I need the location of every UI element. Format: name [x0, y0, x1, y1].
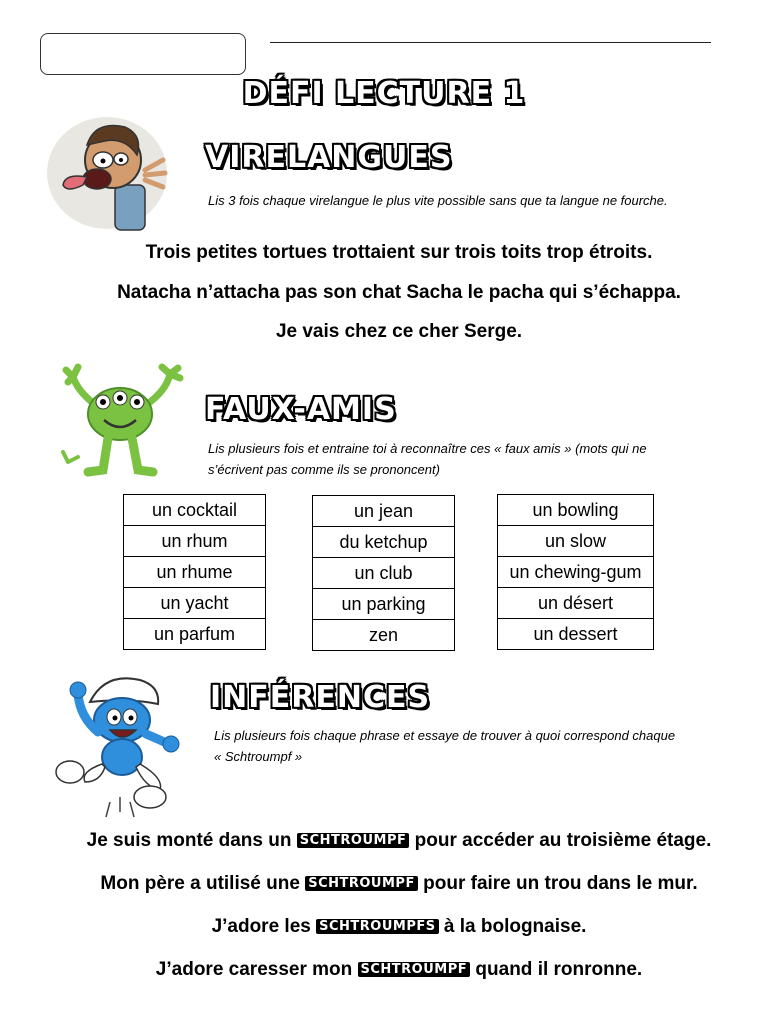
tongue-twister-3: Je vais chez ce cher Serge. [275, 321, 523, 342]
word-cell: un chewing-gum [498, 557, 654, 588]
word-table-3 [497, 494, 654, 650]
sentence-text-after: pour accéder au troisième étage. [409, 830, 712, 851]
word-cell: un cocktail [124, 495, 266, 526]
smurf-word: SCHTROUMPFS [316, 919, 438, 934]
word-table-2 [312, 495, 455, 651]
smurf-word: SCHTROUMPF [305, 876, 418, 891]
sentence-text-after: à la bolognaise. [438, 916, 587, 937]
word-cell: du ketchup [313, 527, 455, 558]
word-cell: un rhume [124, 557, 266, 588]
name-box[interactable] [40, 33, 246, 75]
word-cell: un parking [313, 589, 455, 620]
word-cell: un bowling [498, 495, 654, 526]
inferences-title: INFÉRENCES [210, 680, 431, 715]
word-cell: un désert [498, 588, 654, 619]
tongue-twister-2: Natacha n’attacha pas son chat Sacha le pacha qui s’échappa. [117, 282, 681, 303]
inference-sentence-2 [0, 873, 768, 895]
faux-amis-instruction-line1: Lis plusieurs fois et entraine toi à reconnaître ces « faux amis » (mots qui ne [208, 441, 647, 456]
word-cell: un jean [313, 496, 455, 527]
word-table-1 [123, 494, 266, 650]
word-cell: un parfum [124, 619, 266, 650]
sentence-text-after: pour faire un trou dans le mur. [417, 873, 698, 894]
sentence-text-before: J’adore caresser mon [155, 959, 358, 980]
faux-amis-instruction-line2: s’écrivent pas comme ils se prononcent) [208, 462, 440, 477]
sentence-text-before: Mon père a utilisé une [100, 873, 306, 894]
word-cell: zen [313, 620, 455, 651]
sentence-text-before: Je suis monté dans un [86, 830, 297, 851]
inference-sentence-4 [0, 959, 768, 981]
screaming-boy-icon [45, 115, 170, 233]
word-cell: un yacht [124, 588, 266, 619]
smurf-word: SCHTROUMPF [297, 833, 410, 848]
page-title: DÉFI LECTURE 1 [242, 76, 526, 111]
word-cell: un club [313, 558, 455, 589]
inferences-instruction-line2: « Schtroumpf » [214, 749, 303, 764]
word-cell: un dessert [498, 619, 654, 650]
inference-sentence-3 [0, 916, 768, 938]
smurf-word: SCHTROUMPF [358, 962, 471, 977]
date-line [270, 42, 711, 43]
inference-sentence-1 [0, 830, 768, 852]
green-alien-icon [58, 362, 186, 477]
faux-amis-title: FAUX-AMIS [205, 392, 397, 427]
smurf-icon [50, 672, 185, 822]
virelangues-title: VIRELANGUES [205, 140, 453, 175]
tongue-twister-1: Trois petites tortues trottaient sur trois toits trop étroits. [145, 242, 653, 263]
sentence-text-after: quand il ronronne. [470, 959, 643, 980]
word-cell: un slow [498, 526, 654, 557]
inferences-instruction-line1: Lis plusieurs fois chaque phrase et essaye de trouver à quoi correspond chaque [214, 728, 676, 743]
sentence-text-before: J’adore les [211, 916, 317, 937]
word-cell: un rhum [124, 526, 266, 557]
virelangues-instruction: Lis 3 fois chaque virelangue le plus vite possible sans que ta langue ne fourche. [208, 193, 668, 208]
